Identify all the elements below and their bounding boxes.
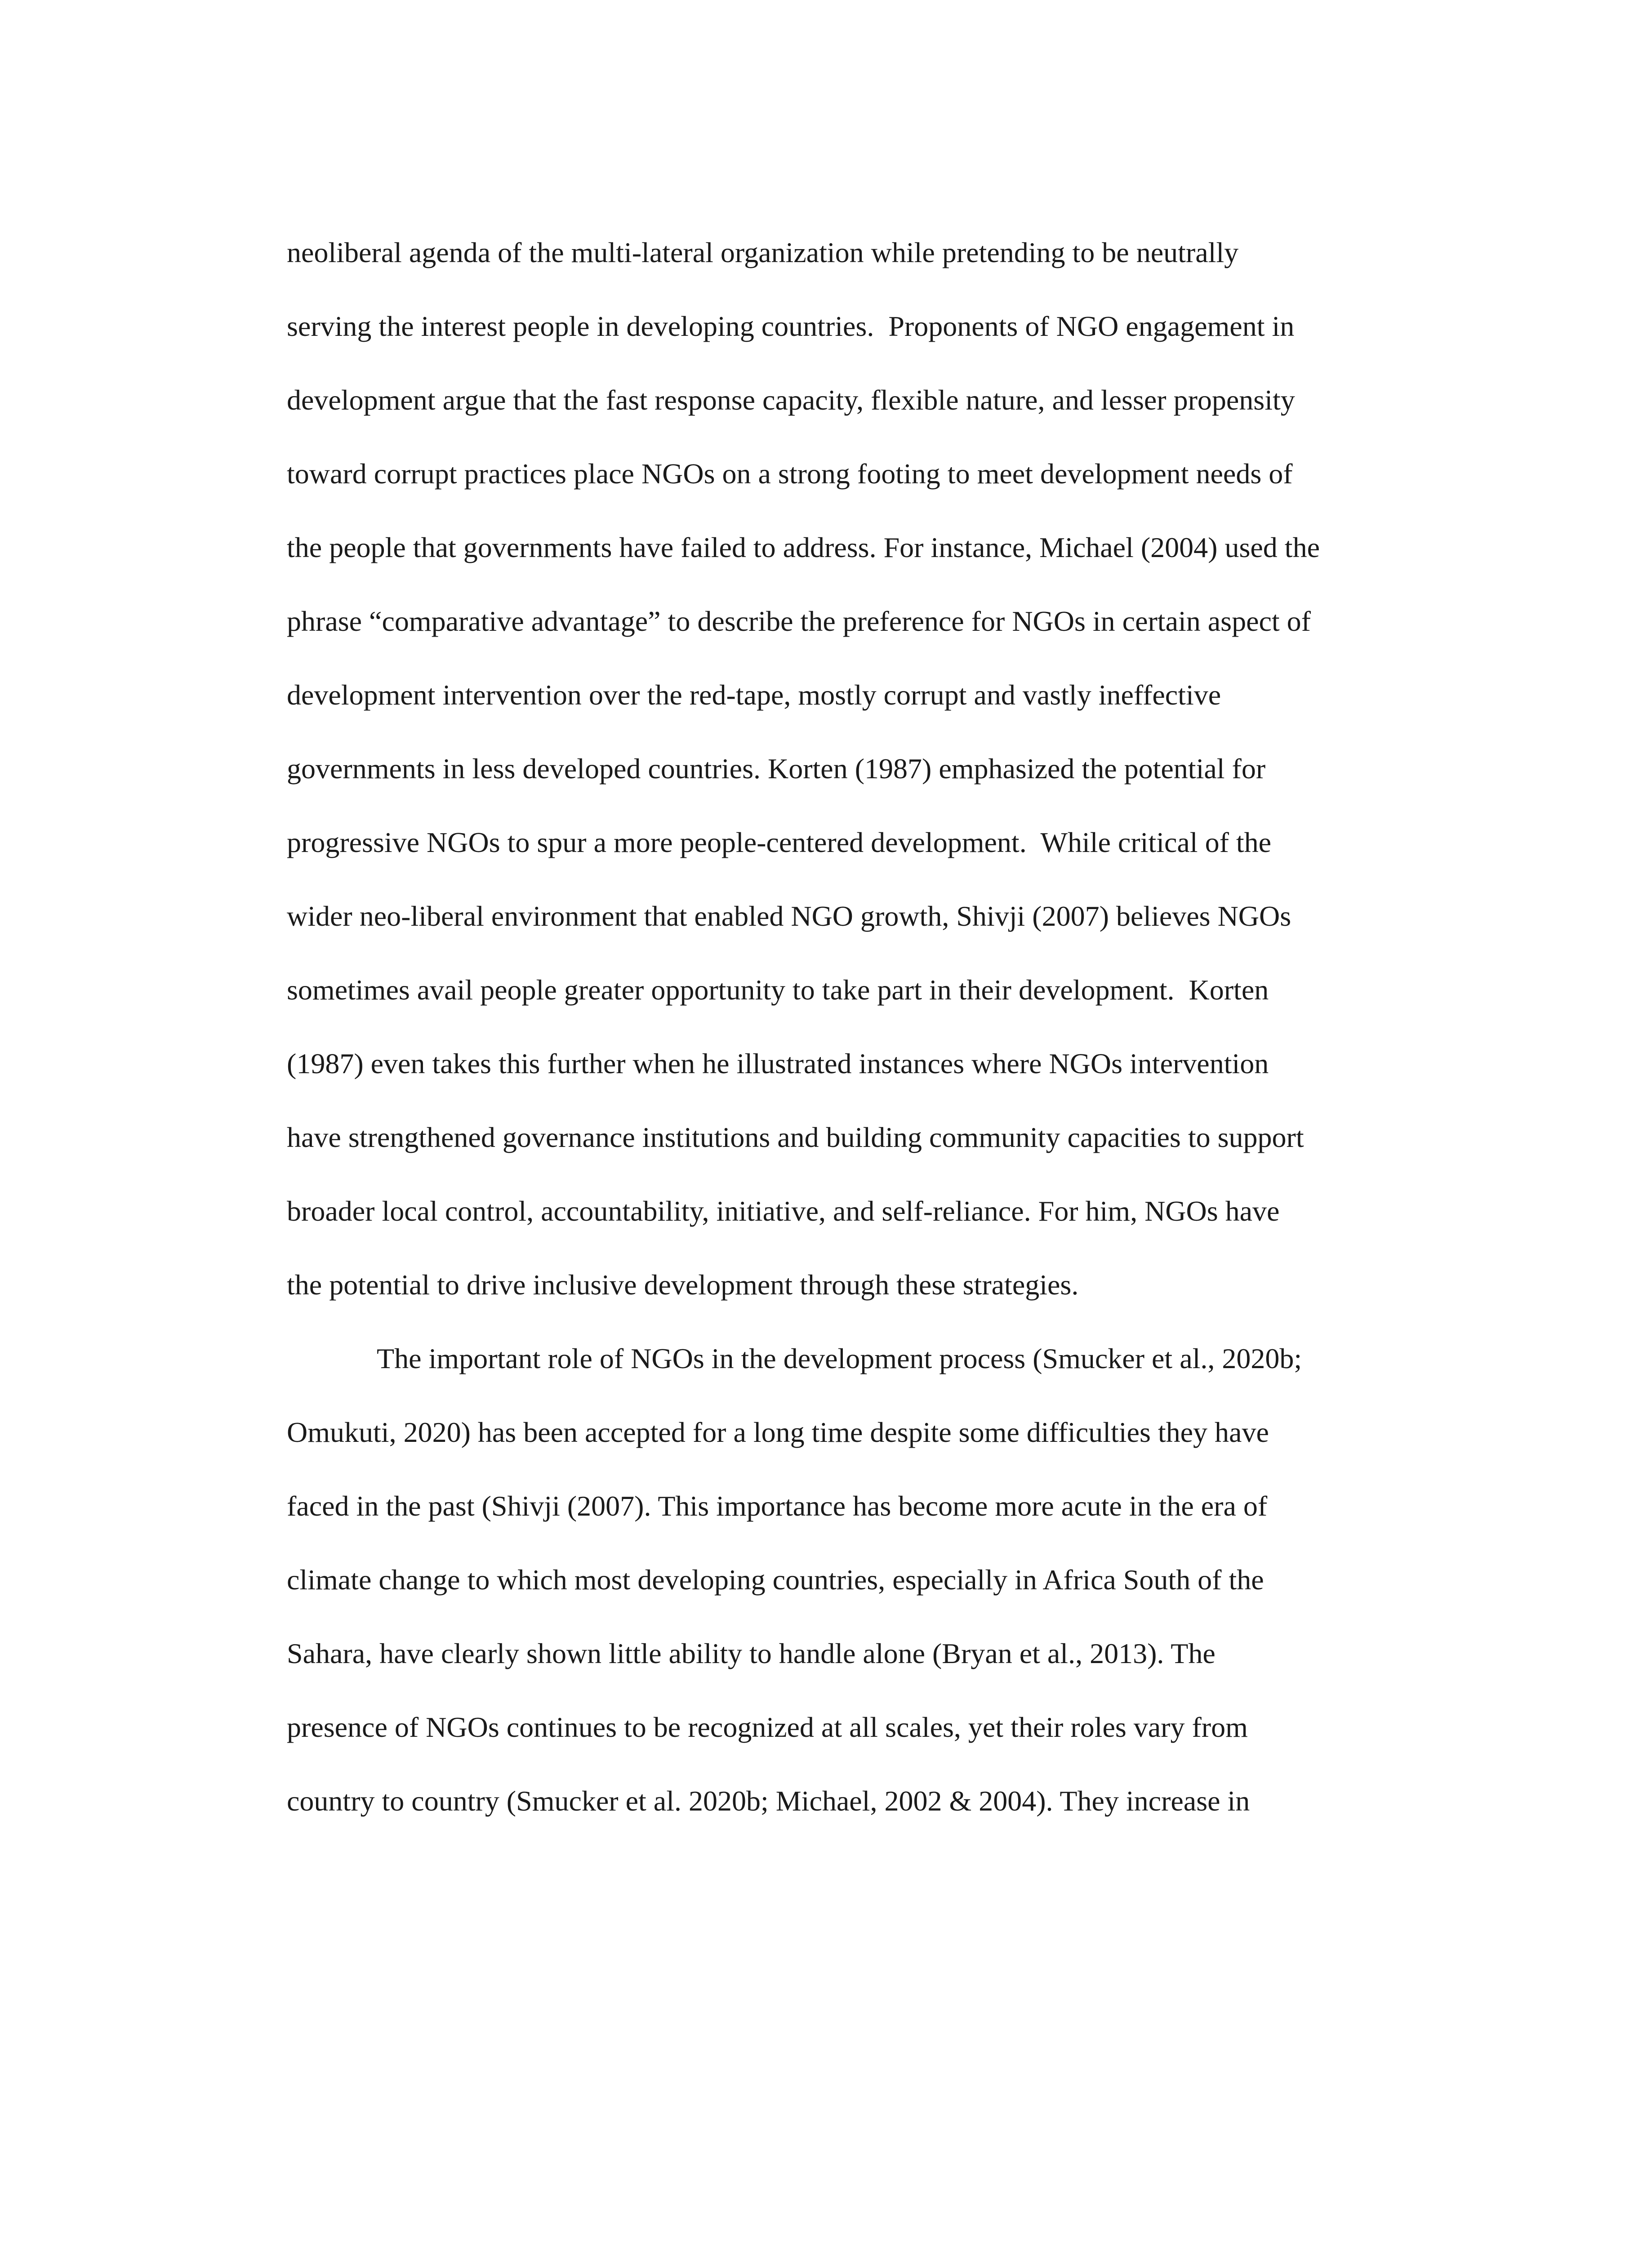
paragraph-2	[287, 1322, 1438, 1838]
text-line: phrase “comparative advantage” to describe the preference for NGOs in certain aspect of	[287, 605, 1311, 637]
text-line-indented: The important role of NGOs in the development process (Smucker et al., 2020b;	[377, 1343, 1302, 1374]
text-line: sometimes avail people greater opportunity to take part in their development. Korten	[287, 974, 1269, 1006]
text-line: broader local control, accountability, initiative, and self-reliance. For him, NGOs have	[287, 1195, 1280, 1227]
text-line: climate change to which most developing countries, especially in Africa South of the	[287, 1564, 1264, 1596]
text-line: country to country (Smucker et al. 2020b; Michael, 2002 & 2004). They increase in	[287, 1785, 1250, 1817]
text-line: the potential to drive inclusive development through these strategies.	[287, 1269, 1079, 1301]
text-line: have strengthened governance institutions and building community capacities to support	[287, 1121, 1304, 1153]
body-text	[287, 216, 1438, 1838]
paragraph-1	[287, 216, 1438, 1322]
text-line: governments in less developed countries. Korten (1987) emphasized the potential for	[287, 753, 1266, 785]
text-line: progressive NGOs to spur a more people-centered development. While critical of the	[287, 826, 1272, 858]
text-line: presence of NGOs continues to be recognized at all scales, yet their roles vary from	[287, 1711, 1248, 1743]
text-line: neoliberal agenda of the multi-lateral organization while pretending to be neutrally	[287, 236, 1239, 268]
text-line: Sahara, have clearly shown little ability to handle alone (Bryan et al., 2013). The	[287, 1637, 1216, 1669]
text-line: development intervention over the red-tape, mostly corrupt and vastly ineffective	[287, 679, 1221, 711]
text-line: wider neo-liberal environment that enabled NGO growth, Shivji (2007) believes NGOs	[287, 900, 1291, 932]
text-line: toward corrupt practices place NGOs on a strong footing to meet development needs of	[287, 458, 1293, 490]
text-line: development argue that the fast response capacity, flexible nature, and lesser propensity	[287, 384, 1295, 416]
text-line: faced in the past (Shivji (2007). This importance has become more acute in the era of	[287, 1490, 1268, 1522]
text-line: the people that governments have failed to address. For instance, Michael (2004) used the	[287, 531, 1320, 563]
text-line: (1987) even takes this further when he illustrated instances where NGOs intervention	[287, 1048, 1269, 1079]
text-line: Omukuti, 2020) has been accepted for a long time despite some difficulties they have	[287, 1416, 1269, 1448]
text-line: serving the interest people in developing countries. Proponents of NGO engagement in	[287, 310, 1295, 342]
